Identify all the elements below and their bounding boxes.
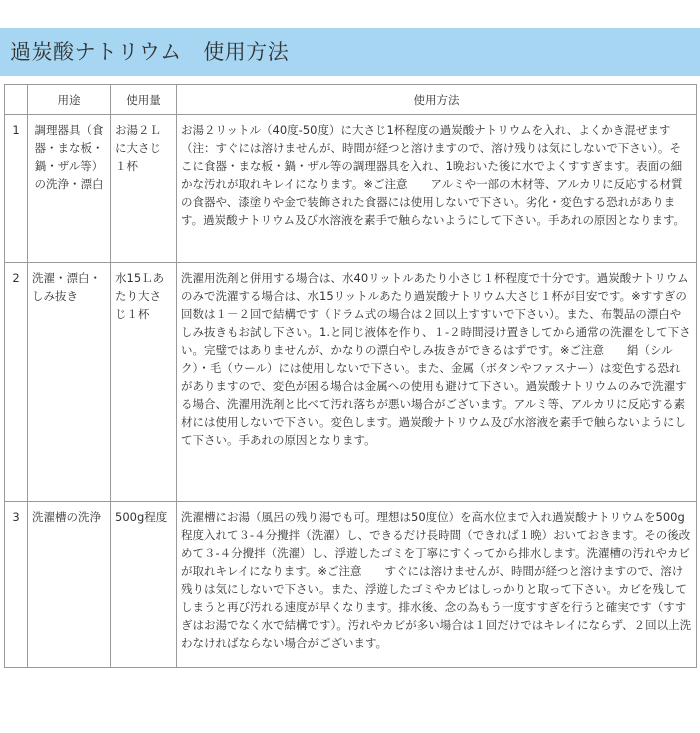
row-use: 調理器具（食器・まな板・鍋・ザル等）の洗浄・漂白: [28, 115, 111, 263]
row-amount: 水15Ｌあたり大さじ１杯: [111, 263, 177, 502]
table-row: [5, 263, 697, 502]
row-number: 1: [5, 115, 28, 263]
row-method: 洗濯用洗剤と併用する場合は、水40リットルあたり小さじ１杯程度で十分です。過炭酸ナトリウムのみで洗濯する場合は、水15リットルあたり過炭酸ナトリウム大さじ１杯が目安です。※すすぎの回数は１－２回で結構です（ドラム式の場合は２回以上すすいで下さい）。また、布製品の漂白やしみ抜きもお試し下さい。1.と同じ液体を作り、１-２時間浸け置きしてから通常の洗濯をして下さい。完璧ではありませんが、かなりの漂白やしみ抜きができるはずです。※ご注意 絹（シルク）・毛（ウール）には使用しないで下さい。また、金属（ボタンやファスナー）は変色する恐れがありますので、変色が困る場合は金属への使用も避けて下さい。過炭酸ナトリウムのみで洗濯する場合、洗濯用洗剤と比べて汚れ落ちが悪い場合がございます。アルミ等、アルカリに反応する素材には使用しないで下さい。変色します。過炭酸ナトリウム及び水溶液を素手で触らないようにして下さい。手あれの原因となります。: [177, 263, 697, 502]
row-method: お湯２リットル（40度-50度）に大さじ1杯程度の過炭酸ナトリウムを入れ、よくかき混ぜます（注：すぐには溶けませんが、時間が経つと溶けますので、溶け残りは気にしないで下さい）。そこに食器・まな板・鍋・ザル等の調理器具を入れ、1晩おいた後に水でよくすすぎます。表面の細かな汚れが取れキレイになります。※ご注意 アルミや一部の木材等、アルカリに反応する材質の食器や、漆塗りや金で装飾された食器には使用しないで下さい。劣化・変色する恐れがあります。過炭酸ナトリウム及び水溶液を素手で触らないようにして下さい。手あれの原因となります。: [177, 115, 697, 263]
usage-table: [4, 84, 697, 668]
header-method: 使用方法: [177, 85, 697, 115]
row-method: 洗濯槽にお湯（風呂の残り湯でも可。理想は50度位）を高水位まで入れ過炭酸ナトリウムを500g程度入れて３-４分攪拌（洗濯）し、できるだけ長時間（できれば１晩）おいておきます。その後改めて３-４分攪拌（洗濯）し、浮遊したゴミを丁寧にすくってから排水します。洗濯槽の汚れやカビが取れキレイになります。※ご注意 すぐには溶けませんが、時間が経つと溶けますので、溶け残りは気にしないで下さい。また、浮遊したゴミやカビはしっかりと取って下さい。カビを残してしまうと再び汚れる速度が早くなります。排水後、念の為もう一度すすぎを行うと確実です（すすぎはお湯でなく水で結構です）。汚れやカビが多い場合は１回だけではキレイにならず、２回以上洗わなければならない場合がございます。: [177, 502, 697, 668]
header-use: 用途: [28, 85, 111, 115]
table-row: [5, 502, 697, 668]
title-bar: [0, 28, 700, 76]
row-amount: 500g程度: [111, 502, 177, 668]
row-use: 洗濯槽の洗浄: [28, 502, 111, 668]
header-amount: 使用量: [111, 85, 177, 115]
table-header-row: [5, 85, 697, 115]
row-use: 洗濯・漂白・しみ抜き: [28, 263, 111, 502]
row-number: 2: [5, 263, 28, 502]
row-amount: お湯２Ｌに大さじ１杯: [111, 115, 177, 263]
row-number: 3: [5, 502, 28, 668]
table-row: [5, 115, 697, 263]
page-title: 過炭酸ナトリウム 使用方法: [10, 40, 290, 64]
header-number: [5, 85, 28, 115]
